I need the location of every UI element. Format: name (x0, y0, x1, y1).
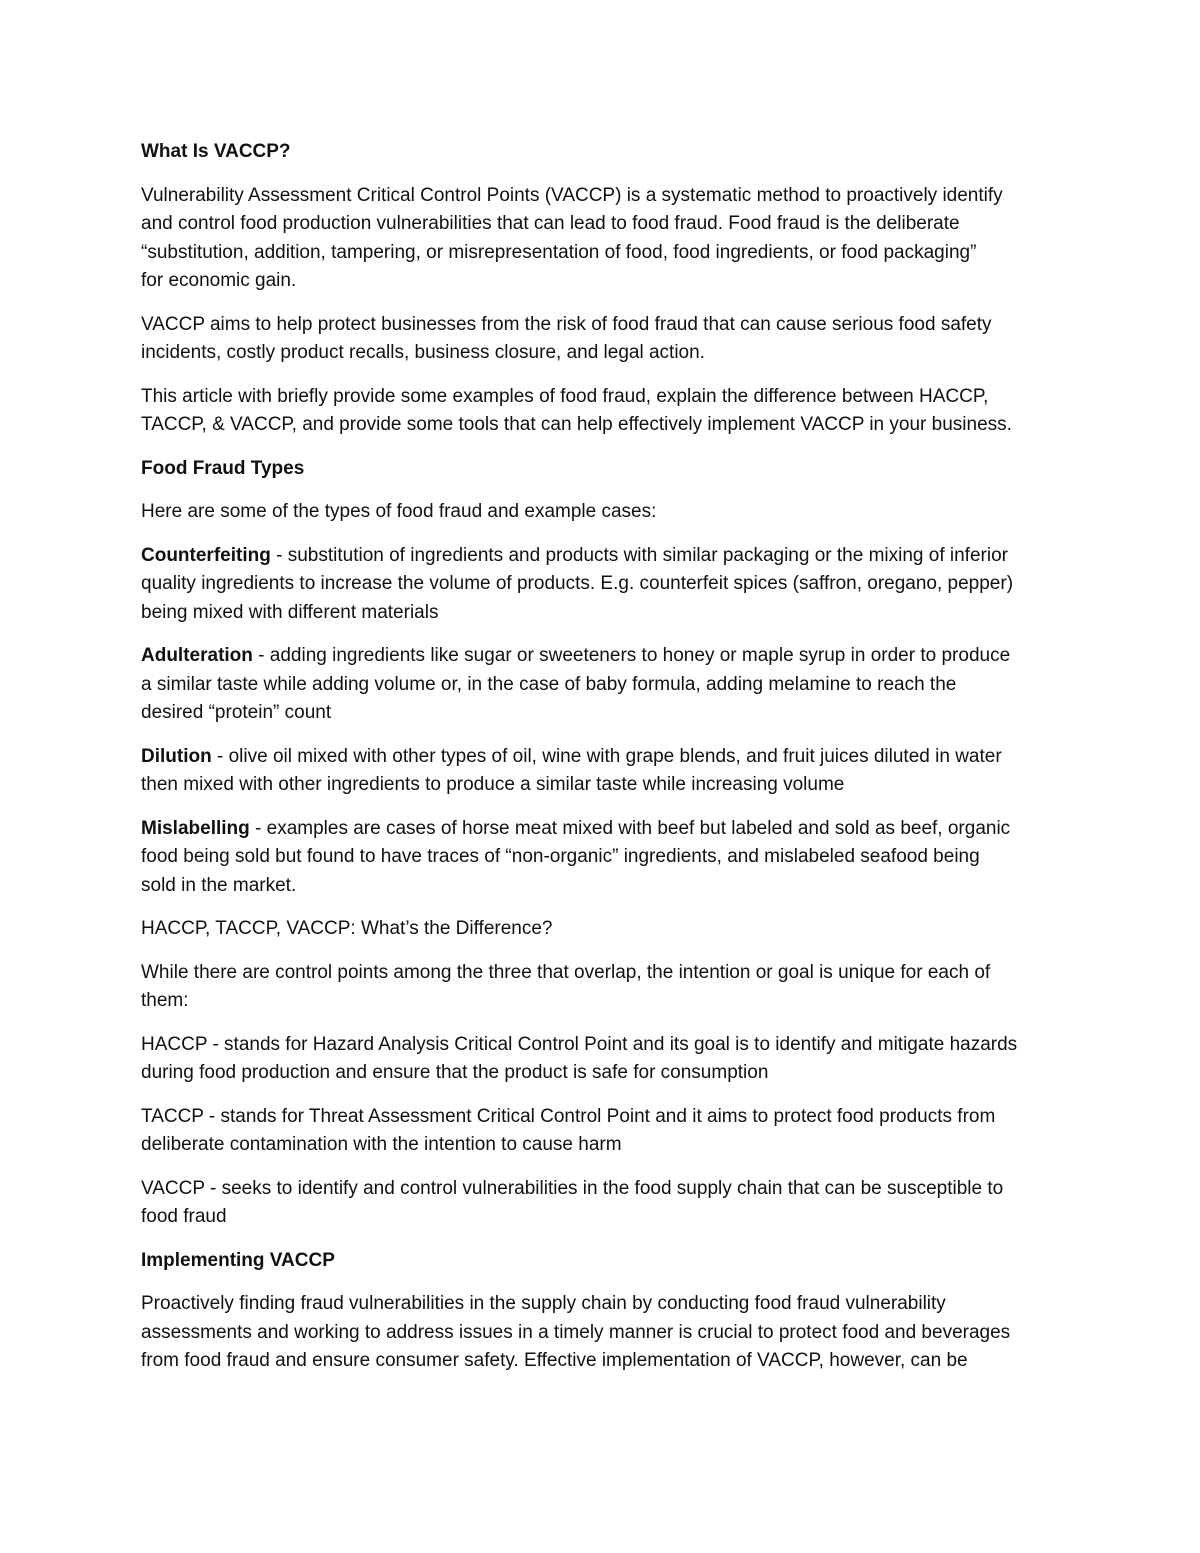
text-line: and control food production vulnerabilities that can lead to food fraud. Food fraud is the deliberate (141, 213, 960, 234)
text-line: TACCP, & VACCP, and provide some tools that can help effectively implement VACCP in your business. (141, 414, 1012, 435)
text-line: from food fraud and ensure consumer safety. Effective implementation of VACCP, however, can be (141, 1350, 968, 1371)
subheading-difference: HACCP, TACCP, VACCP: What’s the Difference? (141, 918, 553, 939)
term-description: - substitution of ingredients and products with similar packaging or the mixing of inferior (270, 544, 1008, 566)
text-line: deliberate contamination with the intention to cause harm (141, 1134, 622, 1155)
text-line (141, 642, 1061, 671)
term-dilution: Dilution (141, 745, 212, 767)
text-line: them: (141, 990, 189, 1011)
term-description: - olive oil mixed with other types of oil, wine with grape blends, and fruit juices diluted in water (211, 745, 1002, 767)
text-line: then mixed with other ingredients to produce a similar taste while increasing volume (141, 774, 845, 795)
term-adulteration: Adulteration (141, 645, 253, 666)
article-paragraph (141, 383, 1061, 440)
text-line: This article with briefly provide some examples of food fraud, explain the difference between HACCP, (141, 385, 989, 407)
term-mislabelling: Mislabelling (141, 817, 250, 839)
text-line: While there are control points among the three that overlap, the intention or goal is unique for each of (141, 961, 991, 983)
difference-heading-paragraph (141, 915, 1061, 944)
term-description: - adding ingredients like sugar or sweeteners to honey or maple syrup in order to produce (252, 645, 1011, 666)
text-line (141, 815, 1061, 844)
text-line: Vulnerability Assessment Critical Control Points (VACCP) is a systematic method to proactively identify (141, 184, 1003, 206)
text-line: assessments and working to address issues in a timely manner is crucial to protect food and beverages (141, 1321, 1011, 1343)
text-line: food fraud (141, 1206, 227, 1227)
text-line (141, 743, 1061, 772)
text-line: a similar taste while adding volume or, in the case of baby formula, adding melamine to reach the (141, 673, 957, 695)
text-line: “substitution, addition, tampering, or misrepresentation of food, food ingredients, or food packaging” (141, 241, 977, 263)
text-line: VACCP aims to help protect businesses from the risk of food fraud that can cause serious food safety (141, 313, 992, 335)
text-line: food being sold but found to have traces of “non-organic” ingredients, and mislabeled seafood being (141, 846, 980, 867)
text-line (141, 542, 1061, 571)
haccp-paragraph (141, 1031, 1061, 1088)
mislabelling-paragraph (141, 815, 1061, 901)
vaccp-paragraph (141, 1175, 1061, 1232)
text-line: TACCP - stands for Threat Assessment Critical Control Point and it aims to protect food products from (141, 1105, 996, 1127)
heading-what-is-vaccp: What Is VACCP? (141, 141, 291, 162)
counterfeiting-paragraph (141, 542, 1061, 628)
document-page (141, 138, 1061, 1391)
term-description: - examples are cases of horse meat mixed with beef but labeled and sold as beef, organic (249, 817, 1011, 839)
text-line: during food production and ensure that the product is safe for consumption (141, 1062, 769, 1083)
overlap-paragraph (141, 959, 1061, 1016)
term-counterfeiting: Counterfeiting (141, 544, 271, 566)
aim-paragraph (141, 311, 1061, 368)
types-intro-paragraph (141, 498, 1061, 527)
text-line: for economic gain. (141, 270, 297, 291)
text-line: VACCP - seeks to identify and control vulnerabilities in the food supply chain that can be susceptible to (141, 1177, 1004, 1199)
text-line: HACCP - stands for Hazard Analysis Critical Control Point and its goal is to identify and mitigate hazards (141, 1033, 1018, 1055)
text-line: sold in the market. (141, 874, 297, 896)
intro-paragraph (141, 182, 1061, 296)
text-line: Proactively finding fraud vulnerabilities in the supply chain by conducting food fraud vulnerability (141, 1293, 946, 1314)
text-line: incidents, costly product recalls, business closure, and legal action. (141, 342, 705, 363)
dilution-paragraph (141, 743, 1061, 800)
adulteration-paragraph (141, 642, 1061, 728)
text-line: being mixed with different materials (141, 601, 439, 623)
heading-implementing-vaccp: Implementing VACCP (141, 1249, 335, 1271)
text-line: desired “protein” count (141, 702, 332, 723)
text-line: Here are some of the types of food fraud and example cases: (141, 501, 657, 522)
heading-food-fraud-types: Food Fraud Types (141, 457, 305, 479)
implementing-paragraph (141, 1290, 1061, 1376)
text-line: quality ingredients to increase the volume of products. E.g. counterfeit spices (saffron, oregano, pepper) (141, 573, 1014, 594)
taccp-paragraph (141, 1103, 1061, 1160)
